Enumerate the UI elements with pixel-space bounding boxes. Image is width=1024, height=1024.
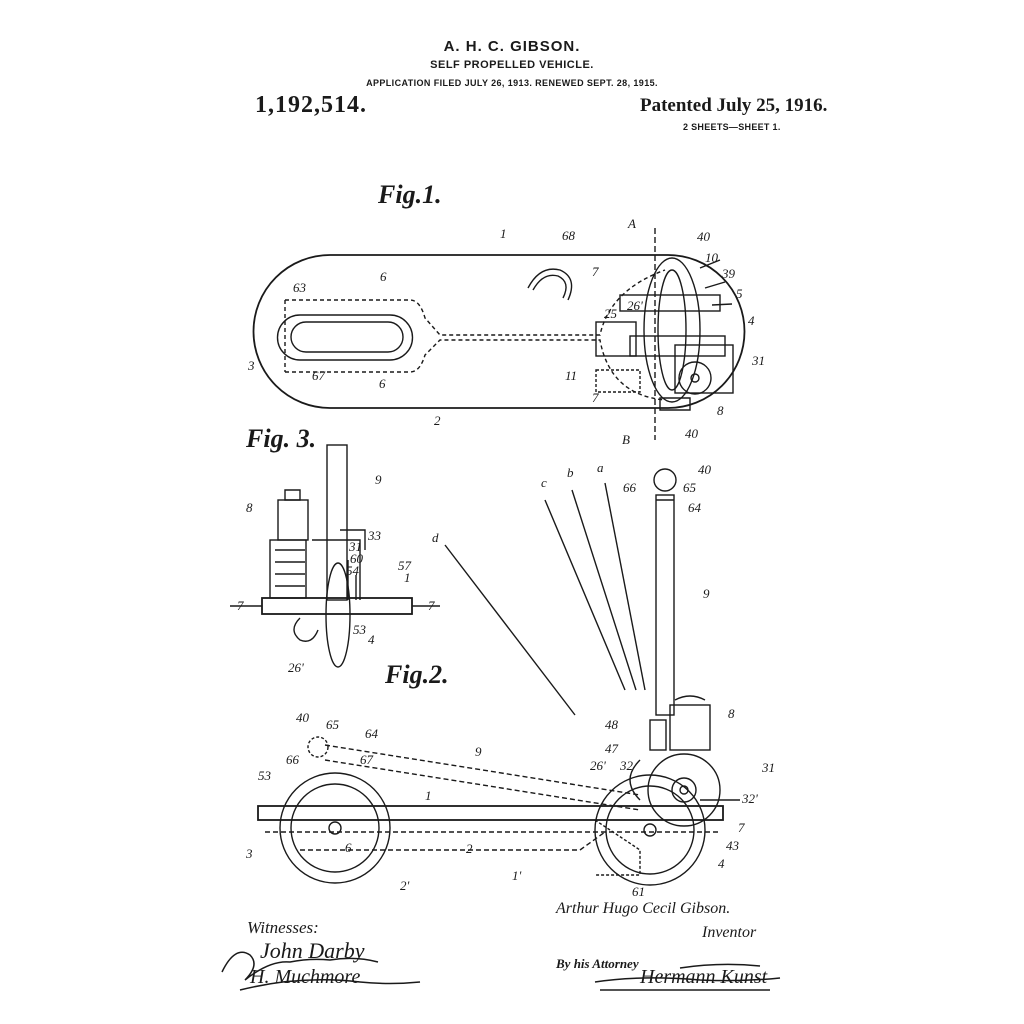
fig1-label-8: 8 bbox=[717, 403, 724, 418]
fig2-label-65-folded: 65 bbox=[326, 717, 339, 732]
fig2-label-8: 8 bbox=[728, 706, 735, 721]
fig2-label-b: b bbox=[567, 465, 574, 480]
fig2-label-48: 48 bbox=[605, 717, 618, 732]
fig2-label-47: 47 bbox=[605, 741, 618, 756]
witness-1-signature: John Darby bbox=[260, 938, 365, 963]
fig2-label-65: 65 bbox=[683, 480, 696, 495]
fig2-label-66: 66 bbox=[623, 480, 636, 495]
fig2-label-26p: 26' bbox=[590, 758, 606, 773]
fig2-label-53: 53 bbox=[258, 768, 271, 783]
fig1-label-7-top: 7 bbox=[592, 264, 599, 279]
witnesses-heading: Witnesses: bbox=[247, 918, 319, 937]
fig3-label-9: 9 bbox=[375, 472, 382, 487]
fig2-label-4: 4 bbox=[718, 856, 725, 871]
fig2-label-66-folded: 66 bbox=[286, 752, 299, 767]
fig3-title: Fig. 3. bbox=[246, 424, 317, 453]
fig2-label-d: d bbox=[432, 530, 439, 545]
fig1-label-6-top: 6 bbox=[380, 269, 387, 284]
inventor-heading: A. H. C. GIBSON. bbox=[443, 38, 581, 55]
fig2-label-64: 64 bbox=[688, 500, 701, 515]
fig2-label-2: 2 bbox=[466, 841, 473, 856]
patent-date: Patented July 25, 1916. bbox=[640, 95, 828, 116]
fig1-label-40-top: 40 bbox=[697, 229, 710, 244]
fig2-label-67: 67 bbox=[360, 752, 373, 767]
fig1-label-7-bottom: 7 bbox=[592, 390, 599, 405]
fig3-label-53: 53 bbox=[353, 622, 366, 637]
fig1-label-2: 2 bbox=[434, 413, 441, 428]
fig2-label-43: 43 bbox=[726, 838, 739, 853]
inventor-role: Inventor bbox=[702, 924, 757, 941]
fig1-label-39: 39 bbox=[722, 266, 735, 281]
fig3-label-4: 4 bbox=[368, 632, 375, 647]
fig1-drawing bbox=[254, 228, 745, 440]
patent-title: SELF PROPELLED VEHICLE. bbox=[430, 59, 594, 71]
fig3-label-33: 33 bbox=[368, 528, 381, 543]
fig2-label-c: c bbox=[541, 475, 547, 490]
fig3-label-60: 60 bbox=[350, 551, 363, 566]
fig1-label-3: 3 bbox=[248, 358, 255, 373]
fig2-label-3: 3 bbox=[246, 846, 253, 861]
fig1-label-11: 11 bbox=[565, 368, 578, 383]
fig1-label-25: 25 bbox=[604, 306, 617, 321]
fig1-label-67: 67 bbox=[312, 368, 325, 383]
fig2-label-1: 1 bbox=[425, 788, 432, 803]
fig1-label-68: 68 bbox=[562, 228, 575, 243]
fig3-label-7-left: 7 bbox=[237, 598, 244, 613]
fig2-label-31: 31 bbox=[762, 760, 775, 775]
fig1-label-10: 10 bbox=[705, 250, 718, 265]
fig1-label-63: 63 bbox=[293, 280, 306, 295]
fig3-label-7-right: 7 bbox=[428, 598, 435, 613]
fig2-label-64-folded: 64 bbox=[365, 726, 378, 741]
fig1-label-B: B bbox=[622, 432, 630, 447]
fig2-label-9: 9 bbox=[703, 586, 710, 601]
fig1-label-40-bottom: 40 bbox=[685, 426, 698, 441]
fig3-label-31: 31 bbox=[349, 539, 362, 554]
fig2-label-9-folded: 9 bbox=[475, 744, 482, 759]
fig2-drawing bbox=[258, 469, 740, 885]
filing-dates: APPLICATION FILED JULY 26, 1913. RENEWED SEPT. 28, 1915. bbox=[366, 78, 658, 88]
fig2-label-1p: 1' bbox=[512, 868, 522, 883]
fig2-label-32p: 32' bbox=[742, 791, 758, 806]
fig1-label-31: 31 bbox=[752, 353, 765, 368]
attorney-label: By his Attorney bbox=[556, 956, 639, 971]
fig3-label-1: 1 bbox=[404, 570, 411, 585]
fig3-label-54: 54 bbox=[346, 563, 359, 578]
witness-2-signature: H. Muchmore bbox=[250, 966, 361, 988]
fig3-label-8: 8 bbox=[246, 500, 253, 515]
fig1-label-4: 4 bbox=[748, 313, 755, 328]
fig2-label-6: 6 bbox=[345, 840, 352, 855]
fig1-title: Fig.1. bbox=[378, 180, 442, 209]
fig2-label-61: 61 bbox=[632, 884, 645, 899]
patent-number: 1,192,514. bbox=[255, 92, 367, 118]
fig1-label-26p: 26' bbox=[627, 298, 643, 313]
sheet-count: 2 SHEETS—SHEET 1. bbox=[683, 122, 781, 132]
fig2-title: Fig.2. bbox=[385, 660, 449, 689]
fig2-label-32: 32 bbox=[620, 758, 633, 773]
fig3-label-57: 57 bbox=[398, 558, 411, 573]
fig3-drawing bbox=[230, 445, 440, 667]
fig1-label-A: A bbox=[628, 216, 636, 231]
fig1-label-6-bottom: 6 bbox=[379, 376, 386, 391]
fig2-label-40: 40 bbox=[698, 462, 711, 477]
fig1-label-1: 1 bbox=[500, 226, 507, 241]
attorney-signature: Hermann Kunst bbox=[640, 966, 768, 988]
fig2-label-40-folded: 40 bbox=[296, 710, 309, 725]
fig2-label-2p: 2' bbox=[400, 878, 410, 893]
fig1-label-5: 5 bbox=[736, 286, 743, 301]
inventor-name: Arthur Hugo Cecil Gibson. bbox=[556, 900, 731, 917]
fig3-label-26p: 26' bbox=[288, 660, 304, 675]
fig2-label-a: a bbox=[597, 460, 604, 475]
fig2-label-7: 7 bbox=[738, 820, 745, 835]
